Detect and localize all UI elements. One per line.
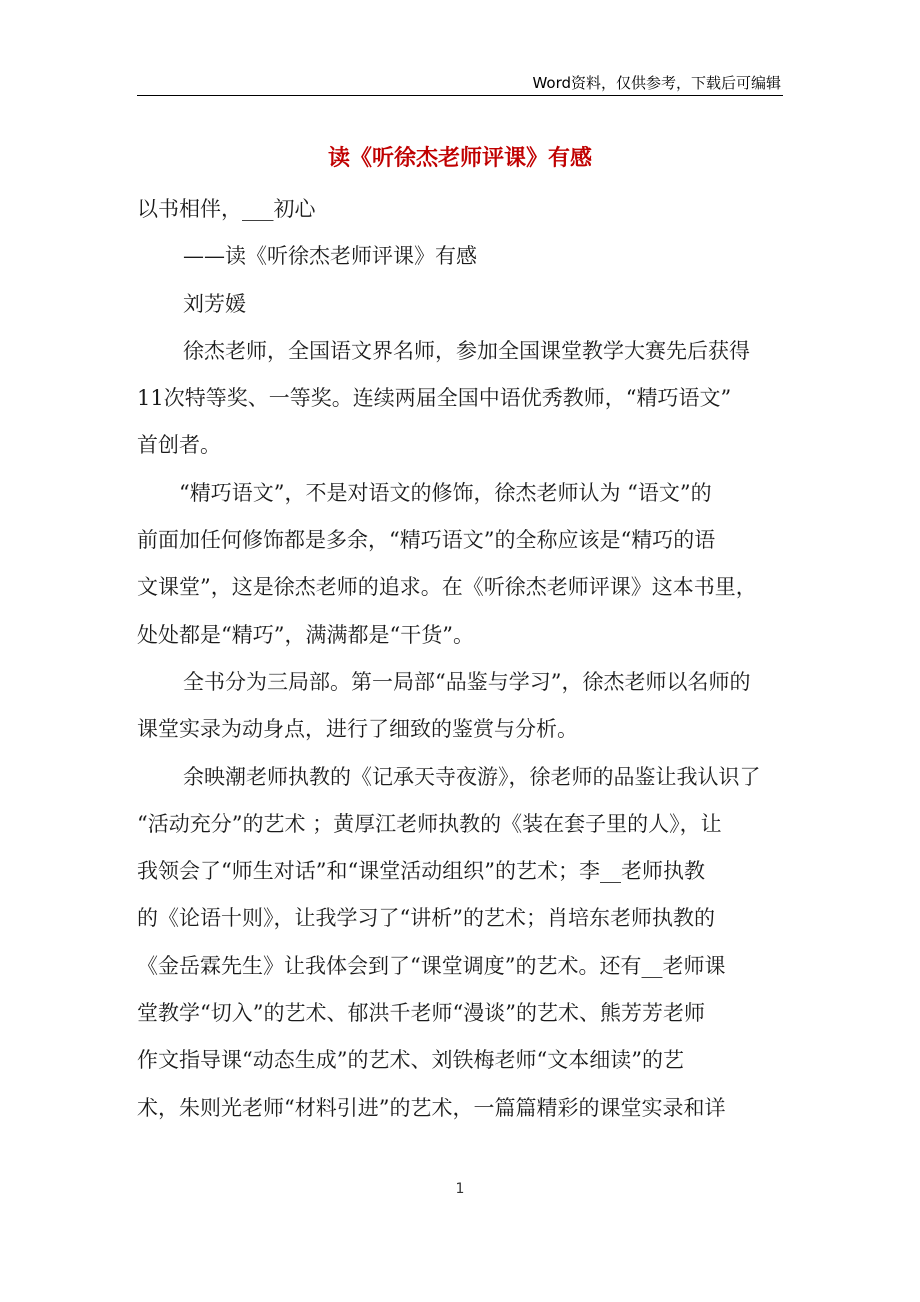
paragraph-line: 我领会了“师生对话”和“课堂活动组织”的艺术；李__老师执教	[137, 859, 705, 884]
paragraph-line: 术，朱则光老师“材料引进”的艺术，一篇篇精彩的课堂实录和详	[137, 1095, 726, 1120]
author-line: 刘芳媛	[183, 291, 246, 316]
paragraph-line: 余映潮老师执教的《记承天寺夜游》，徐老师的品鉴让我认识了	[183, 764, 761, 789]
paragraph-line: 作文指导课“动态生成”的艺术、刘铁梅老师“文本细读”的艺	[137, 1048, 684, 1073]
document-title: 读《听徐杰老师评课》有感	[327, 146, 592, 171]
paragraph-line: 的《论语十则》，让我学习了“讲析”的艺术；肖培东老师执教的	[137, 906, 715, 931]
subtitle-line: 以书相伴，___初心	[137, 197, 316, 221]
page-header	[137, 68, 783, 96]
paragraph-line: 前面加任何修饰都是多余，“精巧语文”的全称应该是“精巧的语	[137, 528, 716, 553]
document-body	[137, 186, 783, 1132]
paragraph-line: 11次特等奖、一等奖。连续两届全国中语优秀教师，“精巧语文”	[137, 386, 732, 411]
page-number: 1	[455, 1181, 465, 1197]
paragraph-line: 全书分为三局部。第一局部“品鉴与学习”，徐杰老师以名师的	[183, 669, 751, 694]
paragraph-line: “活动充分”的艺术 ；黄厚江老师执教的《装在套子里的人》，让	[137, 811, 722, 836]
subtitle-line: ——读《听徐杰老师评课》有感	[183, 244, 477, 269]
paragraph-line: 课堂实录为动身点，进行了细致的鉴赏与分析。	[137, 717, 578, 742]
paragraph-line: 堂教学“切入”的艺术、郁洪千老师“漫谈”的艺术、熊芳芳老师	[137, 1001, 705, 1026]
paragraph-line: 首创者。	[137, 433, 221, 458]
paragraph-line: 处处都是“精巧”，满满都是“干货”。	[137, 622, 474, 647]
paragraph-line: “精巧语文”，不是对语文的修饰，徐杰老师认为 “语文”的	[179, 480, 712, 505]
paragraph-line: 文课堂”，这是徐杰老师的追求。在《听徐杰老师评课》这本书里，	[137, 575, 757, 600]
paragraph-line: 徐杰老师，全国语文界名师，参加全国课堂教学大赛先后获得	[183, 338, 750, 363]
paragraph-line: 《金岳霖先生》让我体会到了“课堂调度”的艺术。还有__老师课	[137, 953, 726, 978]
header-text: Word资料，仅供参考，下载后可编辑	[532, 74, 781, 92]
